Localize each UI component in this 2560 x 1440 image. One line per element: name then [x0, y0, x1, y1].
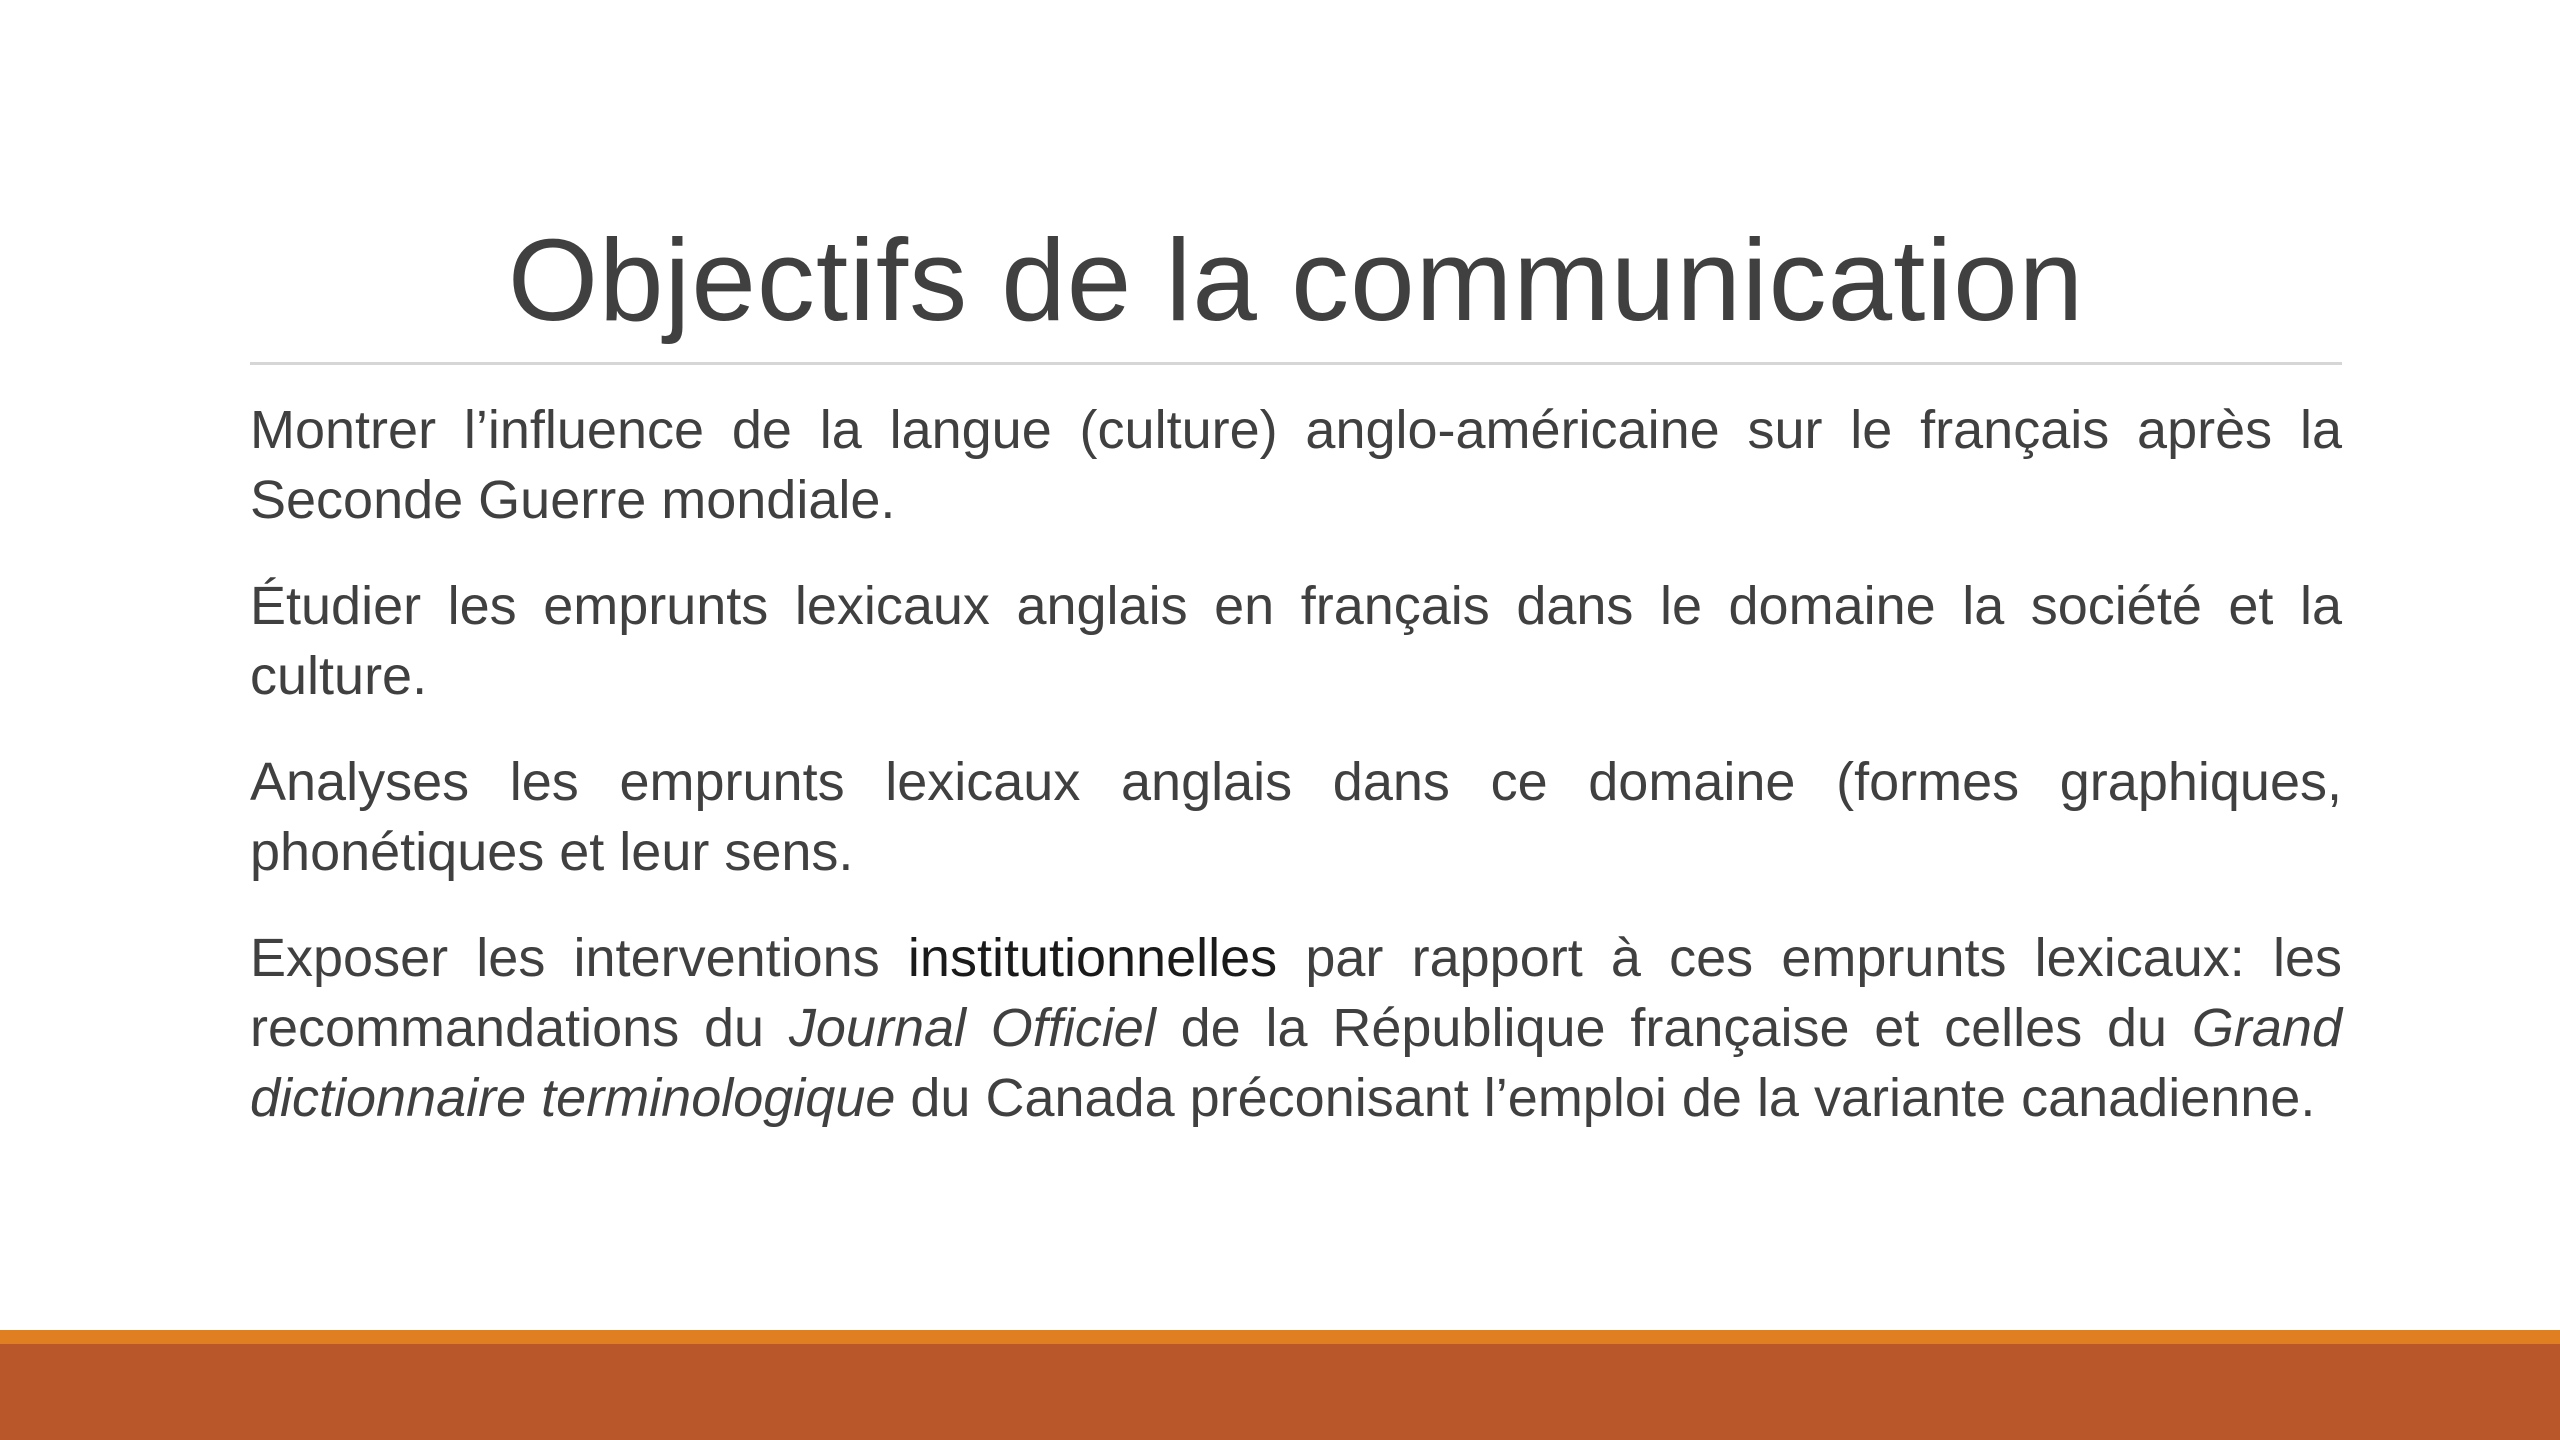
objective-4-text-2: par rapport à ces emprunts lexicaux: les recommandations du — [250, 928, 2343, 1058]
objective-paragraph-1: Montrer l’influence de la langue (culture) anglo-américaine sur le français après la Seconde Guerre mondiale. — [250, 400, 2342, 530]
footer-band — [0, 1344, 2560, 1440]
objective-paragraph-3: Analyses les emprunts lexicaux anglais dans ce domaine (formes graphiques, phonétiques et leur sens. — [250, 752, 2342, 882]
objective-4-grand-dictionnaire: Grand dictionnaire terminologique — [250, 998, 2342, 1128]
objective-4-text-1: Exposer les interventions — [250, 928, 908, 988]
footer-accent-stripe — [0, 1330, 2560, 1344]
objective-4-journal-officiel: Journal Officiel — [788, 998, 1156, 1058]
objective-paragraph-4 — [250, 923, 2342, 1133]
objective-paragraph-2: Étudier les emprunts lexicaux anglais en français dans le domaine la société et la culture. — [250, 576, 2342, 706]
objective-4-text-4: du Canada préconisant l’emploi de la variante canadienne. — [895, 1068, 2316, 1128]
objective-4-text-3: de la République française et celles du — [1155, 998, 2192, 1058]
title-divider — [250, 362, 2342, 365]
slide-body — [250, 395, 2342, 1169]
objective-4-highlight: institutionnelles — [907, 928, 1278, 988]
slide-title: Objectifs de la communication — [507, 215, 2085, 345]
